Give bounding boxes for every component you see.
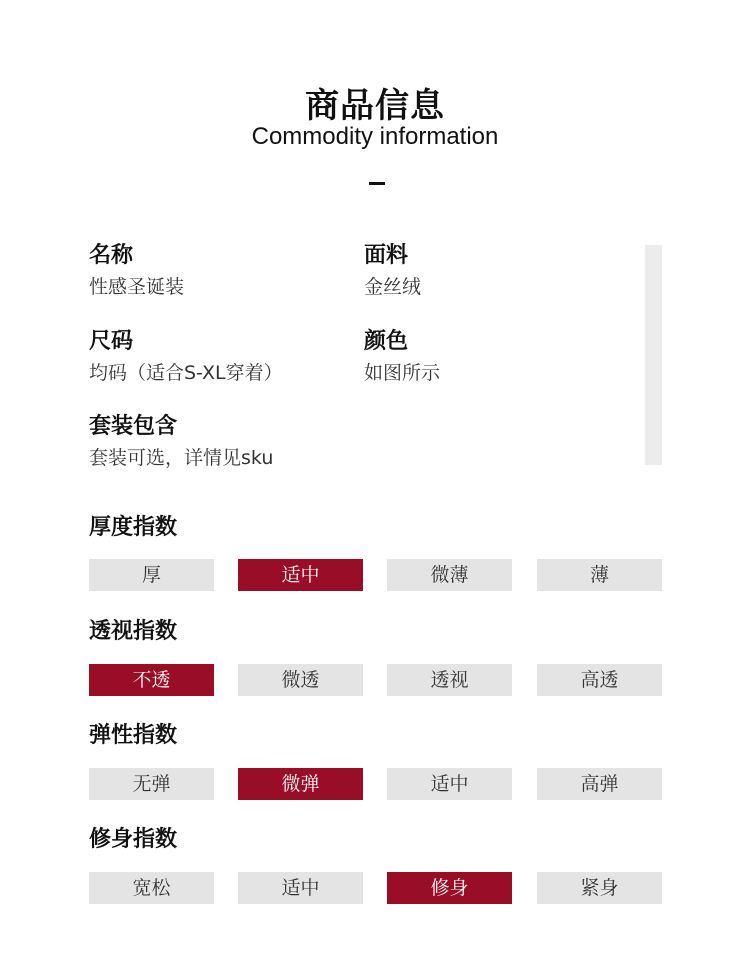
info-size xyxy=(89,327,283,386)
thickness-option[interactable]: 适中 xyxy=(238,559,363,591)
fit-option[interactable]: 修身 xyxy=(387,872,512,904)
transparency-option[interactable]: 不透 xyxy=(89,664,214,696)
info-color xyxy=(364,327,440,386)
name-label: 名称 xyxy=(89,243,134,268)
side-bar xyxy=(645,245,662,465)
thickness-option[interactable]: 厚 xyxy=(89,559,214,591)
fit-options xyxy=(89,872,662,904)
title-divider xyxy=(369,182,385,185)
thickness-options xyxy=(89,559,662,591)
fabric-label: 面料 xyxy=(364,243,409,268)
color-value: 如图所示 xyxy=(364,362,441,384)
page-title-en: Commodity information xyxy=(251,123,499,150)
set-value: 套装可选，详情见sku xyxy=(89,447,274,469)
page-title-cn: 商品信息 xyxy=(305,86,445,126)
info-set xyxy=(89,412,273,471)
thickness-option[interactable]: 微薄 xyxy=(387,559,512,591)
thickness-title: 厚度指数 xyxy=(89,515,178,540)
fit-title: 修身指数 xyxy=(89,827,178,852)
elasticity-options xyxy=(89,768,662,800)
size-value: 均码（适合S-XL穿着） xyxy=(89,362,283,384)
elasticity-option[interactable]: 高弹 xyxy=(537,768,662,800)
elasticity-option[interactable]: 无弹 xyxy=(89,768,214,800)
transparency-options xyxy=(89,664,662,696)
thickness-option[interactable]: 薄 xyxy=(537,559,662,591)
transparency-option[interactable]: 微透 xyxy=(238,664,363,696)
color-label: 颜色 xyxy=(364,329,409,354)
set-label: 套装包含 xyxy=(89,414,178,439)
transparency-option[interactable]: 透视 xyxy=(387,664,512,696)
info-fabric xyxy=(364,241,421,300)
elasticity-option[interactable]: 微弹 xyxy=(238,768,363,800)
elasticity-title: 弹性指数 xyxy=(89,723,178,748)
fabric-value: 金丝绒 xyxy=(364,276,422,298)
elasticity-option[interactable]: 适中 xyxy=(387,768,512,800)
transparency-option[interactable]: 高透 xyxy=(537,664,662,696)
fit-option[interactable]: 紧身 xyxy=(537,872,662,904)
transparency-title: 透视指数 xyxy=(89,619,178,644)
fit-option[interactable]: 宽松 xyxy=(89,872,214,904)
fit-option[interactable]: 适中 xyxy=(238,872,363,904)
size-label: 尺码 xyxy=(89,329,134,354)
info-name xyxy=(89,241,184,300)
name-value: 性感圣诞装 xyxy=(89,276,185,298)
